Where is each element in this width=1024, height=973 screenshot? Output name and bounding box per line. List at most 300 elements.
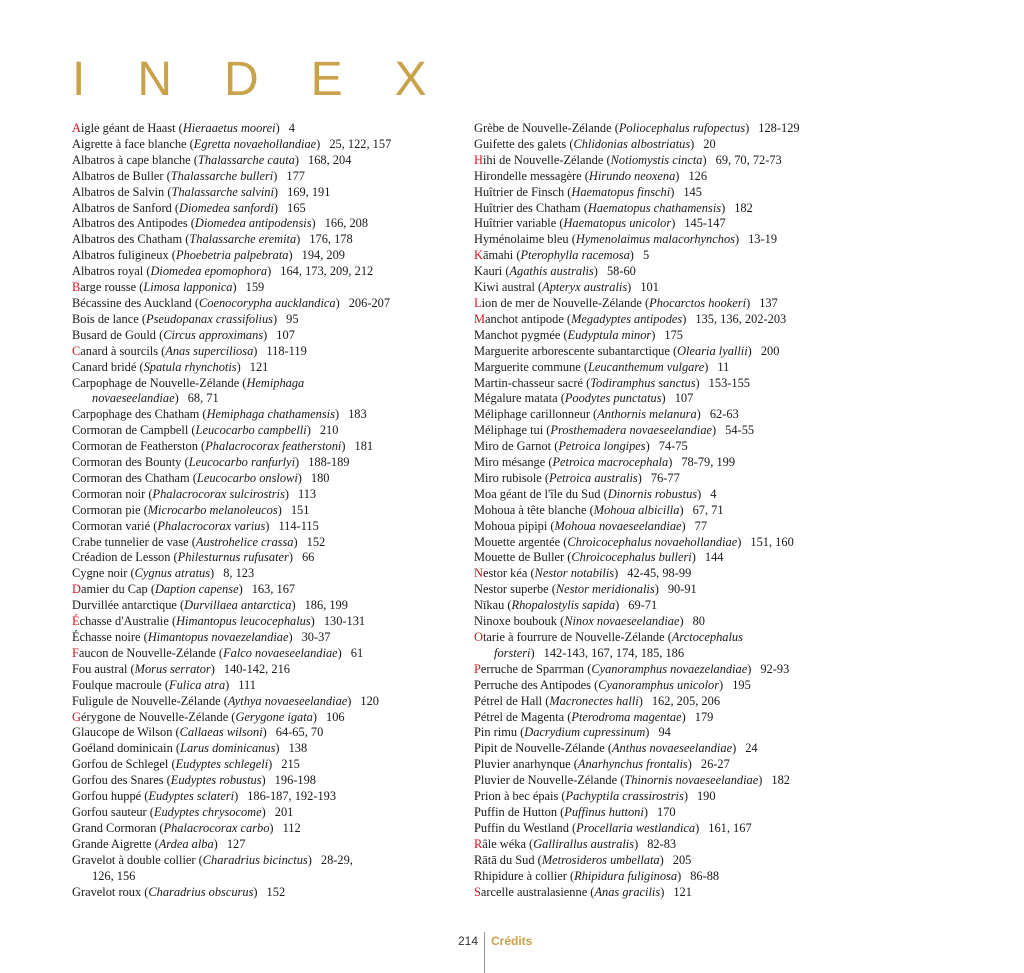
entry-name: Mouette de Buller (474, 550, 565, 565)
entry-latin: Phalacrocorax carbo (163, 820, 270, 835)
entry-continuation: forsteri) 142-143, 167, 174, 185, 186 (494, 645, 685, 660)
entry-pages: 205 (672, 852, 692, 867)
entry-latin: Hirundo neoxena (588, 168, 676, 183)
entry-latin: Morus serrator (134, 661, 211, 676)
entry-latin: Pachyptila crassirostris (565, 789, 684, 804)
index-entry: Gravelot à double collier (Charadrius bicinctus) 28-29, 126, 156 (72, 853, 467, 885)
entry-latin: Diomedea antipodensis (194, 216, 312, 231)
entry-latin: Cyanoramphus novaezelandiae (591, 661, 748, 676)
entry-name: Goéland dominicain (72, 741, 173, 756)
entry-pages: 127 (226, 836, 246, 851)
entry-latin: Poodytes punctatus (564, 391, 662, 406)
entry-latin: Petroica australis (549, 470, 638, 485)
index-entry: Méliphage tui (Prosthemadera novaeseelandiae) 54-55 (474, 423, 755, 438)
index-entry: Grand Cormoran (Phalacrocorax carbo) 112 (72, 820, 301, 835)
entry-name: Albatros de Salvin (72, 184, 165, 199)
entry-pages: 170 (656, 804, 676, 819)
index-entry: Aigle géant de Haast (Hieraaetus moorei) 4 (72, 121, 295, 135)
entry-pages: 182 (734, 200, 753, 215)
entry-name: Pipit de Nouvelle-Zélande (474, 741, 605, 756)
entry-name: Échasse noire (72, 630, 141, 644)
entry-name: Cormoran varié (72, 518, 151, 533)
entry-pages: 140-142, 216 (223, 661, 290, 676)
entry-latin: Agathis australis (509, 264, 594, 279)
entry-pages: 130-131 (323, 614, 366, 629)
entry-name: igle géant de Haast (80, 121, 176, 135)
entry-pages: 144 (704, 550, 724, 565)
entry-initial: F (72, 645, 79, 660)
entry-name: Gorfou de Schlegel (72, 757, 169, 772)
entry-pages: 186, 199 (304, 598, 348, 613)
entry-name: Cormoran de Featherston (72, 439, 198, 454)
entry-name: Pin rimu (474, 725, 518, 740)
index-entry: Gérygone de Nouvelle-Zélande (Gerygone igata) 106 (72, 709, 345, 724)
entry-latin: Chroicocephalus novaehollandiae (567, 534, 738, 549)
index-entry: Pin rimu (Dacrydium cupressinum) 94 (474, 725, 671, 740)
entry-pages: 183 (348, 407, 367, 422)
entry-name: Méliphage carillonneur (474, 407, 590, 422)
index-entry: Gorfou des Snares (Eudyptes robustus) 196-198 (72, 773, 316, 788)
index-entry: Foulque macroule (Fulica atra) 111 (72, 677, 256, 692)
entry-name: Durvillée antarctique (72, 598, 177, 613)
entry-name: Cormoran de Campbell (72, 423, 189, 438)
index-entry: Faucon de Nouvelle-Zélande (Falco novaeseelandiae) 61 (72, 645, 364, 660)
entry-name: Cormoran des Bounty (72, 455, 182, 470)
index-entry: Albatros des Chatham (Thalassarche eremita) 176, 178 (72, 232, 353, 247)
entry-pages: 182 (771, 773, 790, 788)
index-entry: Kāmahi (Pterophylla racemosa) 5 (474, 248, 650, 263)
entry-pages: 151 (290, 502, 310, 517)
index-entry: Otarie à fourrure de Nouvelle-Zélande (Arctocephalus forsteri) 142-143, 167, 174, 185, 186 (474, 630, 1014, 662)
entry-initial: G (72, 709, 81, 724)
entry-latin: Aythya novaeseelandiae (227, 693, 348, 708)
index-entry: Huîtrier variable (Haematopus unicolor) 145-147 (474, 216, 726, 231)
entry-latin: Ninox novaeseelandiae (564, 614, 680, 629)
entry-pages: 179 (694, 709, 714, 724)
index-entry: Albatros fuligineux (Phoebetria palpebrata) 194, 209 (72, 248, 345, 263)
entry-pages: 76-77 (650, 470, 680, 485)
entry-name: Albatros de Sanford (72, 200, 172, 215)
entry-pages: 120 (360, 693, 379, 708)
entry-name: Miro mésange (474, 455, 546, 470)
index-entry: Moa géant de l'île du Sud (Dinornis robustus) 4 (474, 486, 717, 501)
entry-pages: 121 (249, 359, 269, 374)
index-entry: Fuligule de Nouvelle-Zélande (Aythya novaeseelandiae) 120 (72, 693, 379, 708)
index-entry: Albatros de Salvin (Thalassarche salvini) 169, 191 (72, 184, 331, 199)
entry-name: Crabe tunnelier de vase (72, 534, 189, 549)
entry-name: Bois de lance (72, 311, 139, 326)
entry-latin: Phoebetria palpebrata (175, 248, 289, 263)
entry-name: aucon de Nouvelle-Zélande (78, 645, 216, 660)
index-entry: Hihi de Nouvelle-Zélande (Notiomystis cincta) 69, 70, 72-73 (474, 152, 782, 167)
entry-latin: Eudyptes schlegeli (175, 757, 269, 772)
index-entry: Râle wéka (Gallirallus australis) 82-83 (474, 836, 677, 851)
entry-name: Prion à bec épais (474, 789, 559, 804)
index-entry: Glaucope de Wilson (Callaeas wilsoni) 64-65, 70 (72, 725, 324, 740)
entry-latin-cont: forsteri (494, 645, 531, 660)
entry-pages: 196-198 (274, 773, 316, 788)
entry-name: ion de mer de Nouvelle-Zélande (481, 295, 642, 310)
entry-latin: Leucocarbo ranfurlyi (188, 455, 296, 470)
index-entry: Aigrette à face blanche (Egretta novaehollandiae) 25, 122, 157 (72, 136, 392, 151)
entry-latin: Egretta novaehollandiae (193, 136, 317, 151)
entry-latin: Pterophylla racemosa (520, 248, 630, 263)
entry-latin: Pterodroma magentae (571, 709, 682, 724)
index-entry: Nīkau (Rhopalostylis sapida) 69-71 (474, 598, 658, 613)
index-entry: Créadion de Lesson (Philesturnus rufusater) 66 (72, 550, 315, 565)
entry-latin: Leucocarbo campbelli (195, 423, 307, 438)
entry-latin: Phocarctos hookeri (649, 295, 747, 310)
entry-latin: Diomedea epomophora (150, 264, 268, 279)
index-entry: Huîtrier des Chatham (Haematopus chathamensis) 182 (474, 200, 753, 215)
entry-name: Gravelot à double collier (72, 852, 196, 867)
entry-latin: Charadrius bicinctus (202, 852, 308, 867)
index-entry: Bois de lance (Pseudopanax crassifolius) 95 (72, 311, 299, 326)
entry-name: anchot antipode (485, 311, 564, 326)
entry-name: Huîtrier des Chatham (474, 200, 581, 215)
index-entry: Pipit de Nouvelle-Zélande (Anthus novaeseelandiae) 24 (474, 741, 758, 756)
entry-initial: C (72, 343, 81, 358)
entry-name: Manchot pygmée (474, 327, 561, 342)
entry-pages: 210 (319, 423, 339, 438)
index-entry: Cormoran pie (Microcarbo melanoleucos) 151 (72, 502, 310, 517)
index-entry: Cormoran varié (Phalacrocorax varius) 114-115 (72, 518, 319, 533)
index-entry: Puffin du Westland (Procellaria westlandica) 161, 167 (474, 820, 752, 835)
entry-name: estor kéa (482, 566, 528, 581)
entry-name: Fou austral (72, 661, 128, 676)
entry-latin: Hemiphaga chathamensis (206, 407, 335, 422)
entry-pages: 200 (760, 343, 780, 358)
index-entry: Marguerite commune (Leucanthemum vulgare) 11 (474, 359, 730, 374)
footer-divider (484, 932, 485, 973)
entry-latin: Larus dominicanus (180, 741, 276, 756)
entry-latin: Anthus novaeseelandiae (611, 741, 733, 756)
index-entry: Guifette des galets (Chlidonias albostriatus) 20 (474, 136, 716, 151)
entry-latin: Hymenolaimus malacorhynchos (575, 232, 735, 247)
entry-name: arge rousse (80, 280, 137, 295)
index-entry: Barge rousse (Limosa lapponica) 159 (72, 280, 265, 295)
entry-name: Hirondelle messagère (474, 168, 582, 183)
entry-name: Nīkau (474, 598, 505, 613)
entry-name: Puffin de Hutton (474, 804, 558, 819)
index-entry: Cormoran de Featherston (Phalacrocorax featherstoni) 181 (72, 439, 374, 454)
entry-latin: Thinornis novaeseelandiae (624, 773, 759, 788)
page-title: INDEX (72, 53, 479, 106)
index-entry: Hirondelle messagère (Hirundo neoxena) 126 (474, 168, 708, 183)
index-entry: Nestor superbe (Nestor meridionalis) 90-91 (474, 582, 697, 597)
index-column-right (474, 121, 1014, 900)
index-entry: Prion à bec épais (Pachyptila crassirostris) 190 (474, 789, 716, 804)
index-entry: Busard de Gould (Circus approximans) 107 (72, 327, 295, 342)
index-entry: Pétrel de Magenta (Pterodroma magentae) 179 (474, 709, 714, 724)
entry-pages: 145 (683, 184, 702, 199)
entry-name: Méliphage tui (474, 423, 544, 438)
entry-name: amier du Cap (80, 582, 148, 597)
entry-pages: 166, 208 (324, 216, 369, 231)
index-column-left (72, 121, 467, 900)
entry-latin: Pseudopanax crassifolius (146, 311, 273, 326)
entry-name: Glaucope de Wilson (72, 725, 173, 740)
entry-latin: Anthornis melanura (597, 407, 697, 422)
entry-latin: Megadyptes antipodes (571, 311, 683, 326)
index-entry: Kiwi austral (Apteryx australis) 101 (474, 280, 659, 295)
entry-name: Gorfou des Snares (72, 773, 164, 788)
entry-pages: 4 (710, 486, 717, 501)
entry-pages: 215 (281, 757, 300, 772)
entry-pages: 62-63 (709, 407, 739, 422)
index-entry: Fou austral (Morus serrator) 140-142, 216 (72, 661, 290, 676)
entry-pages: 152 (306, 534, 326, 549)
entry-latin: Philesturnus rufusater (177, 550, 289, 565)
entry-pages: 78-79, 199 (681, 455, 736, 470)
entry-latin: Eudyptes chrysocome (153, 804, 262, 819)
entry-name: Mouette argentée (474, 534, 561, 549)
index-entry: Miro rubisole (Petroica australis) 76-77 (474, 470, 680, 485)
entry-initial: N (474, 566, 483, 581)
entry-pages: 4 (288, 121, 295, 135)
entry-pages-cont: 126, 156 (92, 868, 136, 883)
entry-latin: Cyanoramphus unicolor (598, 677, 720, 692)
entry-latin: Falco novaeseelandiae (223, 645, 338, 660)
entry-pages: 95 (286, 311, 299, 326)
entry-continuation (72, 869, 467, 885)
entry-pages: 162, 205, 206 (651, 693, 721, 708)
entry-latin: Circus approximans (163, 327, 264, 342)
entry-latin: Thalassarche bulleri (170, 168, 274, 183)
entry-initial: S (474, 884, 481, 899)
entry-pages: 135, 136, 202-203 (695, 311, 787, 326)
entry-pages: 137 (759, 295, 778, 310)
entry-pages: 30-37 (301, 630, 331, 644)
index-entry: Cormoran noir (Phalacrocorax sulcirostris) 113 (72, 486, 317, 501)
index-entry: Cormoran des Chatham (Leucocarbo onslowi) 180 (72, 470, 330, 485)
entry-pages: 206-207 (348, 295, 391, 310)
entry-name: Carpophage des Chatham (72, 407, 200, 422)
index-entry: Albatros de Buller (Thalassarche bulleri) 177 (72, 168, 305, 183)
entry-pages: 163, 167 (251, 582, 296, 597)
entry-pages: 54-55 (725, 423, 755, 438)
entry-latin-cont: novaeseelandiae (92, 391, 175, 406)
index-entry: Grèbe de Nouvelle-Zélande (Poliocephalus rufopectus) 128-129 (474, 121, 800, 135)
entry-pages: 86-88 (690, 868, 720, 883)
index-entry: Échasse noire (Himantopus novaezelandiae) 30-37 (72, 630, 331, 644)
entry-latin: Chlidonias albostriatus (573, 136, 691, 151)
index-entry: Albatros des Antipodes (Diomedea antipodensis) 166, 208 (72, 216, 369, 231)
index-entry: Mohoua pipipi (Mohoua novaeseelandiae) 77 (474, 518, 708, 533)
index-entry: Marguerite arborescente subantarctique (Olearia lyallii) 200 (474, 343, 780, 358)
entry-latin: Eudyptula minor (567, 327, 652, 342)
index-entry: Pétrel de Hall (Macronectes halli) 162, 205, 206 (474, 693, 721, 708)
index-entry: Gorfou huppé (Eudyptes sclateri) 186-187, 192-193 (72, 789, 337, 804)
entry-pages: 5 (642, 248, 650, 263)
entry-name: Ninoxe boubouk (474, 614, 557, 629)
entry-name: Créadion de Lesson (72, 550, 171, 565)
entry-latin: Procellaria westlandica (576, 820, 696, 835)
entry-pages: 101 (640, 280, 659, 295)
entry-pages: 195 (732, 677, 751, 692)
index-entry: Huîtrier de Finsch (Haematopus finschi) 145 (474, 184, 702, 199)
entry-name: Grande Aigrette (72, 836, 152, 851)
entry-pages: 177 (286, 168, 305, 183)
entry-name: Huîtrier variable (474, 216, 557, 231)
entry-pages: 114-115 (278, 518, 319, 533)
index-entry: Puffin de Hutton (Puffinus huttoni) 170 (474, 804, 676, 819)
index-entry: Perruche des Antipodes (Cyanoramphus unicolor) 195 (474, 677, 751, 692)
index-entry: Manchot antipode (Megadyptes antipodes) 135, 136, 202-203 (474, 311, 787, 326)
entry-name: Albatros royal (72, 264, 144, 279)
index-entry: Bécassine des Auckland (Coenocorypha aucklandica) 206-207 (72, 295, 391, 310)
entry-name: Nestor superbe (474, 582, 549, 597)
entry-latin: Petroica macrocephala (552, 455, 669, 470)
entry-name: Mohoua à tête blanche (474, 502, 587, 517)
entry-name: Kauri (474, 264, 503, 279)
entry-pages: 165 (287, 200, 306, 215)
entry-name: ihi de Nouvelle-Zélande (482, 152, 604, 167)
entry-name: Rhipidure à collier (474, 868, 567, 883)
entry-name: Albatros des Chatham (72, 232, 183, 247)
index-entry: Hyménolaime bleu (Hymenolaimus malacorhynchos) 13-19 (474, 232, 778, 247)
index-entry: Lion de mer de Nouvelle-Zélande (Phocarctos hookeri) 137 (474, 295, 778, 310)
index-entry: Gorfou sauteur (Eudyptes chrysocome) 201 (72, 804, 294, 819)
entry-latin: Anas superciliosa (165, 343, 254, 358)
entry-latin: Austrohelice crassa (195, 534, 294, 549)
entry-latin: Hemiphaga (246, 375, 305, 390)
entry-pages: 90-91 (667, 582, 697, 597)
entry-initial: D (72, 582, 81, 597)
entry-name: Albatros de Buller (72, 168, 164, 183)
entry-latin: Microcarbo melanoleucos (147, 502, 278, 517)
entry-name: Guifette des galets (474, 136, 567, 151)
index-entry: Manchot pygmée (Eudyptula minor) 175 (474, 327, 683, 342)
entry-latin: Mohoua albicilla (593, 502, 680, 517)
index-entry: Pluvier anarhynque (Anarhynchus frontalis) 26-27 (474, 757, 730, 772)
index-entry: Perruche de Sparrman (Cyanoramphus novaezelandiae) 92-93 (474, 661, 790, 676)
entry-latin: Chroicocephalus bulleri (571, 550, 692, 565)
index-entry: Carpophage des Chatham (Hemiphaga chathamensis) 183 (72, 407, 367, 422)
entry-latin: Phalacrocorax featherstoni (205, 439, 342, 454)
entry-pages: 181 (354, 439, 374, 454)
entry-name: Mégalure matata (474, 391, 558, 406)
entry-name: erruche de Sparrman (480, 661, 585, 676)
entry-name: Bécassine des Auckland (72, 295, 192, 310)
entry-name: arcelle australasienne (480, 884, 588, 899)
index-entry: Méliphage carillonneur (Anthornis melanura) 62-63 (474, 407, 739, 422)
entry-name: Cormoran pie (72, 502, 141, 517)
entry-latin: Himantopus leucocephalus (176, 614, 311, 629)
entry-pages: 126 (688, 168, 708, 183)
entry-initial: P (474, 661, 481, 676)
index-entry: Mouette de Buller (Chroicocephalus bulleri) 144 (474, 550, 724, 565)
entry-name: Fuligule de Nouvelle-Zélande (72, 693, 221, 708)
entry-name: Miro de Garnot (474, 439, 552, 454)
entry-latin: Leucanthemum vulgare (588, 359, 705, 374)
entry-name: âle wéka (482, 836, 526, 851)
entry-latin: Olearia lyallii (677, 343, 748, 358)
entry-latin: Thalassarche cauta (197, 152, 295, 167)
entry-latin: Dacrydium cupressinum (524, 725, 646, 740)
entry-pages: 68, 71 (187, 391, 219, 406)
entry-name: Hyménolaime bleu (474, 232, 569, 247)
index-entry: Albatros à cape blanche (Thalassarche cauta) 168, 204 (72, 152, 352, 167)
entry-pages: 66 (301, 550, 315, 565)
entry-continuation: novaeseelandiae) 68, 71 (92, 391, 219, 406)
entry-pages: 67, 71 (692, 502, 724, 517)
entry-pages: 151, 160 (750, 534, 794, 549)
entry-pages: 113 (297, 486, 317, 501)
entry-latin: Dinornis robustus (607, 486, 698, 501)
index-entry: Cygne noir (Cygnus atratus) 8, 123 (72, 566, 255, 581)
entry-name: Pluvier de Nouvelle-Zélande (474, 773, 618, 788)
entry-latin: Mohoua novaeseelandiae (554, 518, 682, 533)
section-title: Crédits (491, 934, 533, 948)
entry-pages: 164, 173, 209, 212 (280, 264, 374, 279)
entry-latin: Poliocephalus rufopectus (618, 121, 746, 135)
entry-name: Huîtrier de Finsch (474, 184, 565, 199)
entry-latin: Puffinus huttoni (564, 804, 644, 819)
entry-name: Rātā du Sud (474, 852, 535, 867)
entry-pages: 142-143, 167, 174, 185, 186 (543, 645, 685, 660)
index-entry: Albatros royal (Diomedea epomophora) 164, 173, 209, 212 (72, 264, 374, 279)
entry-latin: Metrosideros umbellata (541, 852, 660, 867)
entry-name: Moa géant de l'île du Sud (474, 486, 601, 501)
entry-pages: 138 (288, 741, 308, 756)
entry-name: Albatros à cape blanche (72, 152, 191, 167)
entry-name: Perruche des Antipodes (474, 677, 591, 692)
entry-pages: 8, 123 (223, 566, 255, 581)
index-entry: Kauri (Agathis australis) 58-60 (474, 264, 636, 279)
entry-pages: 94 (658, 725, 671, 740)
entry-latin: Petroica longipes (558, 439, 646, 454)
index-entry: Gorfou de Schlegel (Eudyptes schlegeli) 215 (72, 757, 300, 772)
entry-pages: 168, 204 (308, 152, 352, 167)
index-entry: Échasse d'Australie (Himantopus leucocephalus) 130-131 (72, 614, 366, 629)
entry-pages: 153-155 (708, 375, 750, 390)
entry-pages: 201 (274, 804, 294, 819)
index-entry: Albatros de Sanford (Diomedea sanfordi) 165 (72, 200, 306, 215)
entry-pages: 107 (674, 391, 694, 406)
index-entry: Mohoua à tête blanche (Mohoua albicilla) 67, 71 (474, 502, 724, 517)
index-entry: Gravelot roux (Charadrius obscurus) 152 (72, 884, 286, 899)
entry-latin: Prosthemadera novaeseelandiae (550, 423, 713, 438)
index-entry: Miro de Garnot (Petroica longipes) 74-75 (474, 439, 688, 454)
index-entry: Martin-chasseur sacré (Todiramphus sanctus) 153-155 (474, 375, 750, 390)
entry-pages: 180 (310, 470, 330, 485)
entry-initial: L (474, 295, 482, 310)
entry-name: āmahi (482, 248, 514, 263)
entry-latin: Charadrius obscurus (148, 884, 254, 899)
index-entry: Miro mésange (Petroica macrocephala) 78-79, 199 (474, 455, 736, 470)
entry-pages: 175 (664, 327, 683, 342)
entry-initial: R (474, 836, 483, 851)
entry-initial: O (474, 630, 483, 644)
entry-latin: Anarhynchus frontalis (577, 757, 688, 772)
entry-name: chasse d'Australie (79, 614, 169, 629)
index-entry: Damier du Cap (Daption capense) 163, 167 (72, 582, 296, 597)
entry-latin: Leucocarbo onslowi (196, 470, 298, 485)
entry-latin: Rhopalostylis sapida (511, 598, 616, 613)
entry-name: Pétrel de Magenta (474, 709, 565, 724)
entry-name: Albatros fuligineux (72, 248, 169, 263)
entry-latin: Anas gracilis (594, 884, 661, 899)
entry-pages: 74-75 (658, 439, 688, 454)
entry-name: Cygne noir (72, 566, 128, 581)
entry-pages: 118-119 (266, 343, 307, 358)
entry-name: Pétrel de Hall (474, 693, 543, 708)
entry-latin: Diomedea sanfordi (179, 200, 274, 215)
entry-name: Aigrette à face blanche (72, 136, 187, 151)
entry-initial: K (474, 248, 483, 263)
entry-latin: Rhipidura fuliginosa (574, 868, 678, 883)
